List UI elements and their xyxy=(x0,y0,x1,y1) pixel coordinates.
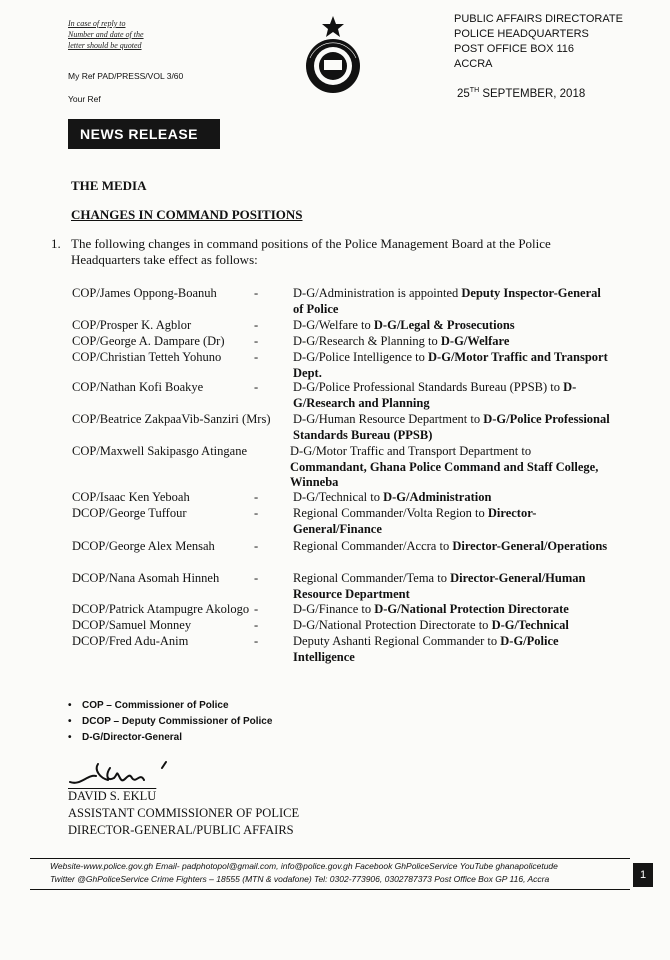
page-number: 1 xyxy=(633,863,653,887)
separator: - xyxy=(254,490,259,504)
officer-name: DCOP/Fred Adu-Anim xyxy=(72,634,189,648)
from-position: D-G/National Protection Directorate to xyxy=(293,618,492,632)
officer-name: DCOP/Patrick Atampugre Akologo xyxy=(72,602,250,616)
to-position: D-G/Police Professional Standards Bureau (PPSB) xyxy=(293,412,610,442)
to-position: D-G/Research and Planning xyxy=(293,380,577,410)
legend-text: COP – Commissioner of Police xyxy=(82,700,229,711)
officer-name: DCOP/George Alex Mensah xyxy=(72,539,215,553)
change-description xyxy=(290,444,610,491)
officer-name: COP/James Oppong-Boanuh xyxy=(72,286,217,300)
officer-name: COP/Nathan Kofi Boakye xyxy=(72,380,204,394)
reply-instruction-note xyxy=(68,18,144,51)
separator: - xyxy=(254,334,259,348)
officer-name: COP/George A. Dampare (Dr) xyxy=(72,334,225,348)
from-position: D-G/Technical to xyxy=(293,490,384,504)
address-line: POLICE HEADQUARTERS xyxy=(454,28,589,40)
legend-text: D-G/Director-General xyxy=(82,732,183,743)
bullet-icon: • xyxy=(68,700,72,711)
intro-paragraph xyxy=(51,236,611,268)
change-description xyxy=(293,412,613,443)
officer-name: DCOP/George Tuffour xyxy=(72,506,187,520)
officer-name: COP/Prosper K. Agblor xyxy=(72,318,192,332)
change-description xyxy=(293,334,613,350)
officer-name: COP/Christian Tetteh Yohuno xyxy=(72,350,222,364)
change-description xyxy=(293,286,613,317)
change-description xyxy=(293,602,633,618)
officer-name: DCOP/Nana Asomah Hinneh xyxy=(72,571,220,585)
note-line: In case of reply to xyxy=(68,19,126,28)
change-description xyxy=(293,571,613,602)
signatory-name: DAVID S. EKLU xyxy=(68,789,157,803)
address-line: PUBLIC AFFAIRS DIRECTORATE xyxy=(454,13,623,25)
addressee: THE MEDIA xyxy=(71,178,147,193)
address-line: ACCRA xyxy=(454,58,493,70)
change-description xyxy=(293,350,613,381)
date-suffix: TH xyxy=(469,87,480,94)
separator: - xyxy=(254,318,259,332)
signatory-rank: ASSISTANT COMMISSIONER OF POLICE xyxy=(68,806,300,820)
from-position: D-G/Administration is appointed xyxy=(293,286,462,300)
legend-item xyxy=(68,698,272,714)
release-date xyxy=(457,87,585,100)
to-position: D-G/Legal & Prosecutions xyxy=(373,318,515,332)
note-line: Number and date of the xyxy=(68,30,144,39)
from-position: D-G/Police Intelligence to xyxy=(293,350,429,364)
officer-name: COP/Isaac Ken Yeboah xyxy=(72,490,190,504)
abbreviation-legend xyxy=(68,698,272,746)
to-position: Director-General/Human Resource Department xyxy=(293,571,586,601)
change-description xyxy=(293,506,613,537)
from-position: D-G/Finance to xyxy=(293,602,375,616)
subject-heading: CHANGES IN COMMAND POSITIONS xyxy=(71,207,303,222)
contact-footer xyxy=(30,858,630,890)
news-release-banner: NEWS RELEASE xyxy=(68,119,220,149)
footer-contacts-line1: Website-www.police.gov.gh Email- padphotopol@gmail.com, info@police.gov.gh Facebook GhPoliceService YouTube ghanapolicetude xyxy=(50,861,558,871)
paragraph-number: 1. xyxy=(51,236,61,251)
legend-item xyxy=(68,714,272,730)
my-reference: My Ref PAD/PRESS/VOL 3/60 xyxy=(68,71,184,81)
footer-contacts-line2: Twitter @GhPoliceService Crime Fighters – 18555 (MTN & vodafone) Tel: 0302-773906, 0302787373 Post Office Box GP 116, Accra xyxy=(50,874,550,884)
from-position: Deputy Ashanti Regional Commander to xyxy=(293,634,501,648)
legend-text: DCOP – Deputy Commissioner of Police xyxy=(82,716,273,727)
separator: - xyxy=(254,539,259,553)
to-position: D-G/Technical xyxy=(491,618,569,632)
separator: - xyxy=(254,286,259,300)
date-day: 25 xyxy=(457,87,470,100)
your-reference: Your Ref xyxy=(68,94,101,104)
from-position: Regional Commander/Volta Region to xyxy=(293,506,488,520)
signatory-title: DIRECTOR-GENERAL/PUBLIC AFFAIRS xyxy=(68,823,294,837)
separator: - xyxy=(254,571,259,585)
to-position: D-G/National Protection Directorate xyxy=(374,602,569,616)
from-position: Regional Commander/Accra to xyxy=(293,539,453,553)
from-position: D-G/Research & Planning to xyxy=(293,334,441,348)
ghana-police-crest-icon xyxy=(298,14,368,96)
officer-name: COP/Beatrice ZakpaaVib-Sanziri (Mrs) xyxy=(72,412,271,426)
to-position: Director-General/Finance xyxy=(293,506,537,536)
officer-name: COP/Maxwell Sakipasgo Atingane xyxy=(72,444,247,458)
legend-item xyxy=(68,730,272,746)
note-line: letter should be quoted xyxy=(68,41,142,50)
to-position: D-G/Welfare xyxy=(440,334,510,348)
to-position: Commandant, Ghana Police Command and Staff College, Winneba xyxy=(290,459,599,489)
from-position: D-G/Police Professional Standards Bureau (PPSB) to xyxy=(293,380,564,394)
bullet-icon: • xyxy=(68,716,72,727)
date-rest: SEPTEMBER, 2018 xyxy=(479,87,586,100)
change-description xyxy=(293,380,613,411)
change-description xyxy=(293,318,613,334)
change-description xyxy=(293,539,613,555)
change-description xyxy=(293,490,613,506)
from-position: Regional Commander/Tema to xyxy=(293,571,451,585)
to-position: D-G/Police Intelligence xyxy=(293,634,559,664)
bullet-icon: • xyxy=(68,732,72,743)
separator: - xyxy=(254,380,259,394)
separator: - xyxy=(254,602,259,616)
change-description xyxy=(293,634,598,665)
to-position: D-G/Administration xyxy=(383,490,492,504)
officer-name: DCOP/Samuel Monney xyxy=(72,618,192,632)
from-position: D-G/Welfare to xyxy=(293,318,374,332)
separator: - xyxy=(254,634,259,648)
to-position: Deputy Inspector-General of Police xyxy=(293,286,601,316)
sender-address xyxy=(454,12,623,72)
separator: - xyxy=(254,506,259,520)
separator: - xyxy=(254,350,259,364)
to-position: Director-General/Operations xyxy=(452,539,608,553)
to-position: D-G/Motor Traffic and Transport Dept. xyxy=(293,350,608,380)
from-position: D-G/Human Resource Department to xyxy=(293,412,484,426)
change-description xyxy=(293,618,613,634)
paragraph-text: The following changes in command positions of the Police Management Board at the Police Headquarters take effect as follows: xyxy=(71,236,551,267)
from-position: D-G/Motor Traffic and Transport Department to xyxy=(290,444,532,458)
signatory-block xyxy=(68,788,299,839)
address-line: POST OFFICE BOX 116 xyxy=(454,43,575,55)
separator: - xyxy=(254,618,259,632)
